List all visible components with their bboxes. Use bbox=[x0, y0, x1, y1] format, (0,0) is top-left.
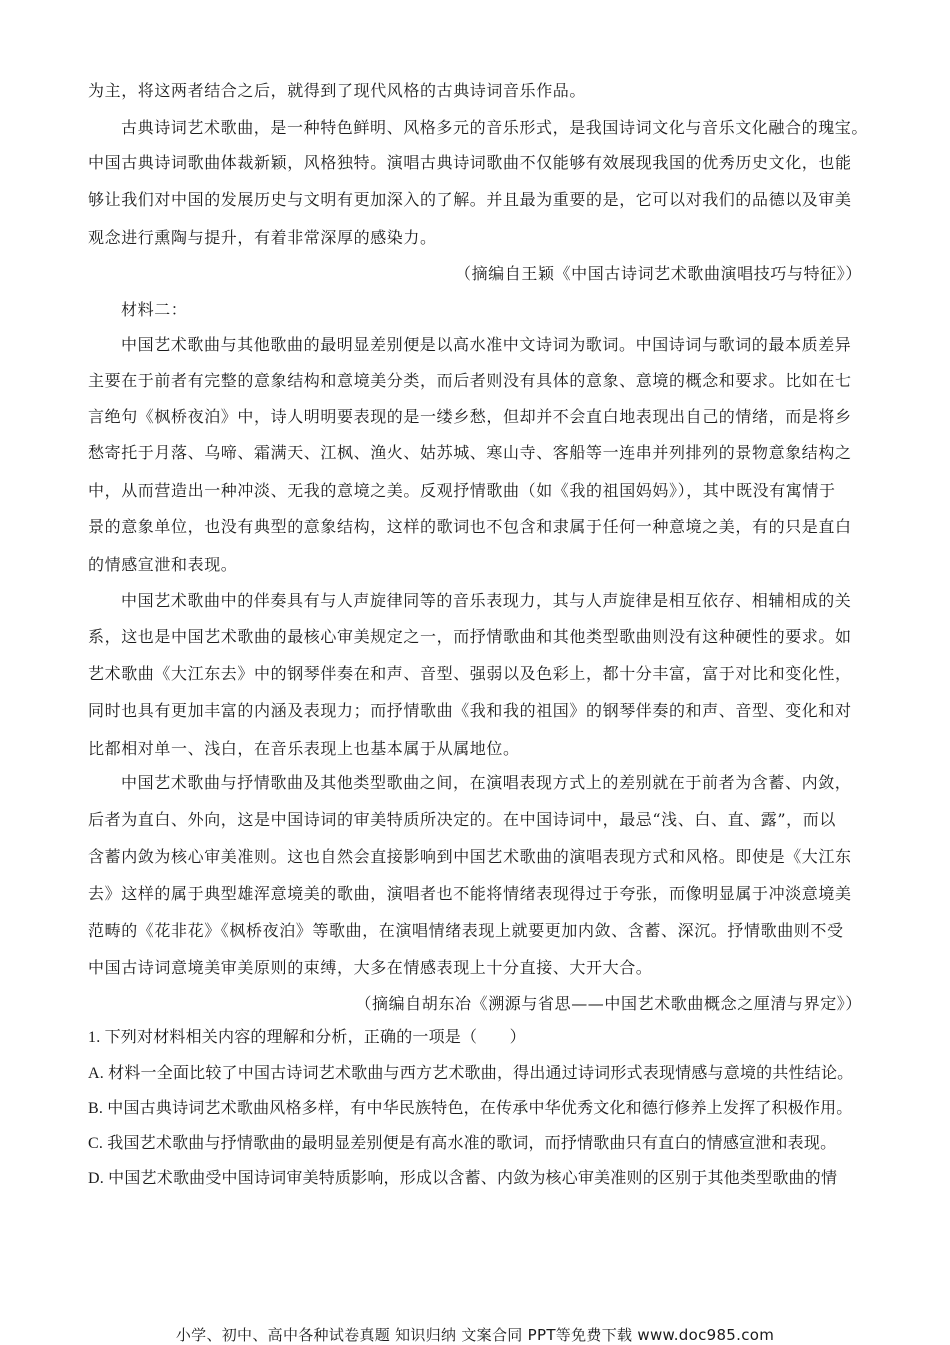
paragraph-line: 观念进行熏陶与提升，有着非常深厚的感染力。 bbox=[88, 228, 437, 247]
paragraph-line: 中国古典诗词歌曲体裁新颖，风格独特。演唱古典诗词歌曲不仅能够有效展现我国的优秀历史文化，也能 bbox=[88, 153, 852, 172]
section-heading: 材料二： bbox=[121, 300, 188, 319]
paragraph-line: 景的意象单位，也没有典型的意象结构，这样的歌词也不包含和隶属于任何一种意境之美，有的只是直白 bbox=[88, 517, 852, 536]
paragraph-line: 主要在于前者有完整的意象结构和意境美分类，而后者则没有具体的意象、意境的概念和要求。比如在七 bbox=[88, 371, 852, 390]
paragraph-line: 够让我们对中国的发展历史与文明有更加深入的了解。并且最为重要的是，它可以对我们的品德以及审美 bbox=[88, 190, 852, 209]
option-a: A. 材料一全面比较了中国古诗词艺术歌曲与西方艺术歌曲，得出通过诗词形式表现情感与意境的共性结论。 bbox=[88, 1065, 854, 1082]
page-footer: 小学、初中、高中各种试卷真题 知识归纳 文案合同 PPT等免费下载 www.doc985.com bbox=[175, 1326, 775, 1344]
option-c: C. 我国艺术歌曲与抒情歌曲的最明显差别便是有高水准的歌词，而抒情歌曲只有直白的情感宣泄和表现。 bbox=[88, 1135, 837, 1152]
paragraph-line: 同时也具有更加丰富的内涵及表现力；而抒情歌曲《我和我的祖国》的钢琴伴奏的和声、音型、变化和对 bbox=[88, 701, 852, 720]
paragraph-line: 的情感宣泄和表现。 bbox=[88, 555, 238, 574]
paragraph-line: 含蓄内敛为核心审美准则。这也自然会直接影响到中国艺术歌曲的演唱表现方式和风格。即使是《大江东 bbox=[88, 847, 852, 866]
paragraph-line: 古典诗词艺术歌曲，是一种特色鲜明、风格多元的音乐形式，是我国诗词文化与音乐文化融合的瑰宝。 bbox=[121, 118, 869, 137]
paragraph-line: 中国艺术歌曲中的伴奏具有与人声旋律同等的音乐表现力，其与人声旋律是相互依存、相辅相成的关 bbox=[121, 591, 852, 610]
paragraph-line: 中国古诗词意境美审美原则的束缚，大多在情感表现上十分直接、大开大合。 bbox=[88, 958, 653, 977]
paragraph-line: 比都相对单一、浅白，在音乐表现上也基本属于从属地位。 bbox=[88, 739, 520, 758]
question-stem: 1. 下列对材料相关内容的理解和分析，正确的一项是（ ） bbox=[88, 1029, 526, 1046]
paragraph-line: 中国艺术歌曲与其他歌曲的最明显差别便是以高水准中文诗词为歌词。中国诗词与歌词的最本质差异 bbox=[121, 335, 852, 354]
paragraph-line: 去》这样的属于典型雄浑意境美的歌曲，演唱者也不能将情绪表现得过于夸张，而像明显属于冲淡意境美 bbox=[88, 884, 852, 903]
paragraph-line: 言绝句《枫桥夜泊》中，诗人明明要表现的是一缕乡愁，但却并不会直白地表现出自己的情绪，而是将乡 bbox=[88, 407, 852, 426]
paragraph-line: 范畴的《花非花》《枫桥夜泊》等歌曲，在演唱情绪表现上就要更加内敛、含蓄、深沉。抒情歌曲则不受 bbox=[88, 921, 844, 940]
paragraph-line: 中，从而营造出一种冲淡、无我的意境之美。反观抒情歌曲（如《我的祖国妈妈》），其中既没有寓情于 bbox=[88, 481, 836, 500]
source-citation: （摘编自王颖《中国古诗词艺术歌曲演唱技巧与特征》） bbox=[454, 264, 862, 283]
paragraph-line: 为主，将这两者结合之后，就得到了现代风格的古典诗词音乐作品。 bbox=[88, 81, 587, 100]
paragraph-line: 愁寄托于月落、乌啼、霜满天、江枫、渔火、姑苏城、寒山寺、客船等一连串并列排列的景物意象结构之 bbox=[88, 443, 852, 462]
paragraph-line: 中国艺术歌曲与抒情歌曲及其他类型歌曲之间，在演唱表现方式上的差别就在于前者为含蓄、内敛， bbox=[121, 773, 852, 792]
option-b: B. 中国古典诗词艺术歌曲风格多样，有中华民族特色，在传承中华优秀文化和德行修养上发挥了积极作用。 bbox=[88, 1100, 853, 1117]
paragraph-line: 艺术歌曲《大江东去》中的钢琴伴奏在和声、音型、强弱以及色彩上，都十分丰富，富于对比和变化性， bbox=[88, 664, 852, 683]
option-d: D. 中国艺术歌曲受中国诗词审美特质影响，形成以含蓄、内敛为核心审美准则的区别于其他类型歌曲的情 bbox=[88, 1170, 838, 1187]
paragraph-line: 系，这也是中国艺术歌曲的最核心审美规定之一，而抒情歌曲和其他类型歌曲则没有这种硬性的要求。如 bbox=[88, 627, 852, 646]
source-citation: （摘编自胡东冶《溯源与省思——中国艺术歌曲概念之厘清与界定》） bbox=[355, 994, 862, 1013]
paragraph-line: 后者为直白、外向，这是中国诗词的审美特质所决定的。在中国诗词中，最忌“浅、白、直、露”，而以 bbox=[88, 810, 836, 829]
